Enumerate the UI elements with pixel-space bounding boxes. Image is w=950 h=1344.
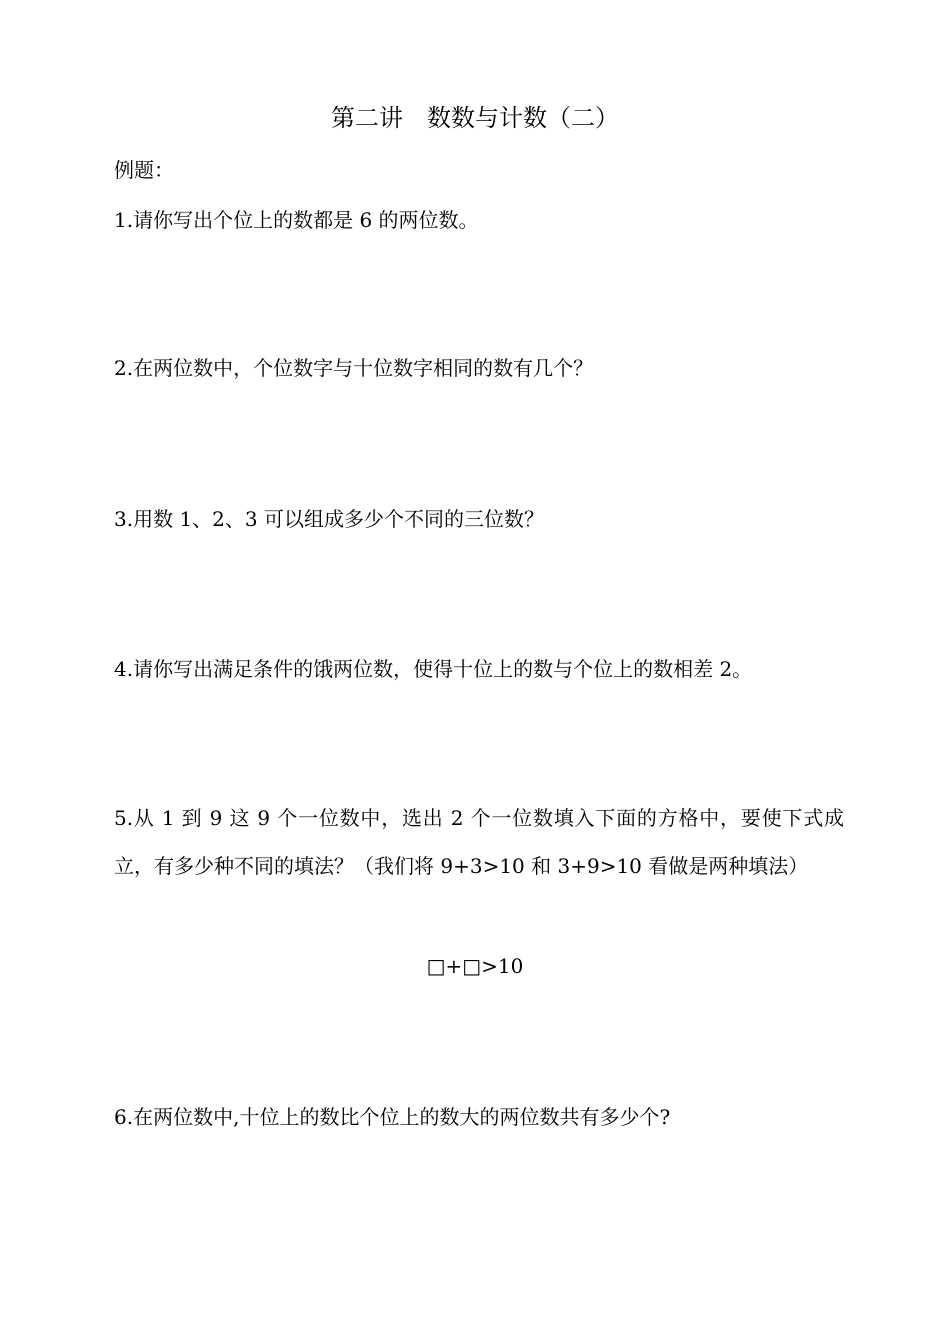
question-5: 5.从 1 到 9 这 9 个一位数中，选出 2 个一位数填入下面的方格中，要使下式成立，有多少种不同的填法？（我们将 9+3>10 和 3+9>10 看做是两种填法） <box>114 806 844 878</box>
question-6: 6.在两位数中,十位上的数比个位上的数大的两位数共有多少个? <box>114 1105 671 1129</box>
question-4: 4.请你写出满足条件的饿两位数，使得十位上的数与个位上的数相差 2。 <box>114 657 753 681</box>
inequality-formula: □+□>10 <box>426 954 524 978</box>
question-2: 2.在两位数中，个位数字与十位数字相同的数有几个？ <box>114 356 594 380</box>
question-3: 3.用数 1、2、3 可以组成多少个不同的三位数？ <box>114 507 544 531</box>
question-1: 1.请你写出个位上的数都是 6 的两位数。 <box>114 208 479 232</box>
page-title: 第二讲 数数与计数（二） <box>331 104 619 132</box>
section-label: 例题： <box>114 158 174 182</box>
